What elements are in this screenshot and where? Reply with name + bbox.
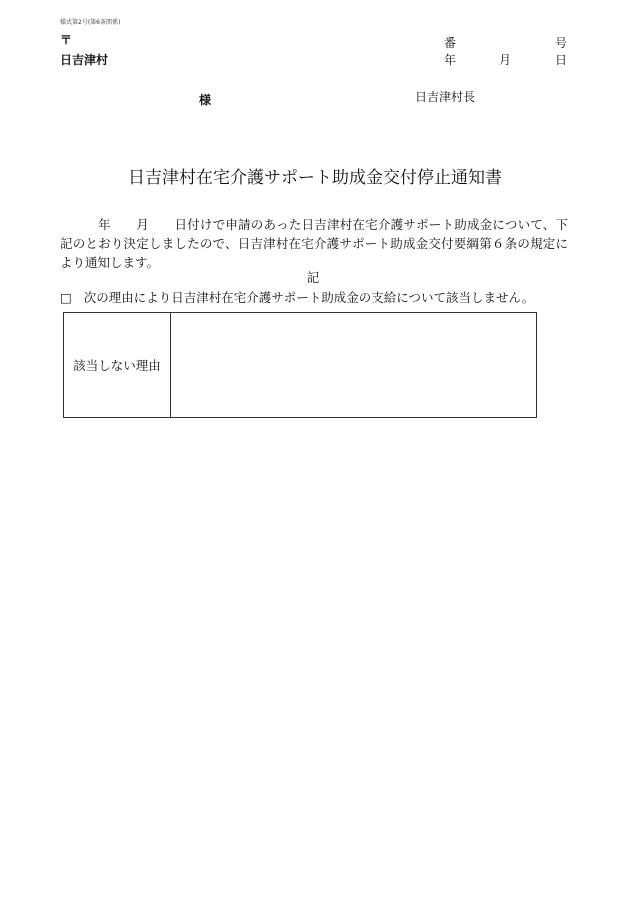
postal-mark: 〒 bbox=[60, 33, 73, 47]
checkbox-text: 次の理由により日吉津村在宅介護サポート助成金の支給について該当しません。 bbox=[83, 290, 535, 305]
reason-table bbox=[63, 312, 537, 418]
honorific: 様 bbox=[199, 93, 212, 107]
date-month: 月 bbox=[499, 53, 512, 67]
body-paragraph: 年 月 日付けで申請のあった日吉津村在宅介護サポート助成金について、下記のとおり決定しましたので、日吉津村在宅介護サポート助成金交付要綱第６条の規定により通知します。 bbox=[60, 217, 568, 270]
form-number: 様式第2号(第6条関係) bbox=[60, 19, 121, 26]
checkbox[interactable]: □ bbox=[60, 290, 72, 305]
checkbox-line bbox=[60, 292, 534, 305]
number-suffix: 号 bbox=[555, 36, 568, 50]
date-day: 日 bbox=[555, 53, 568, 67]
recipient-org: 日吉津村 bbox=[60, 53, 109, 67]
sender: 日吉津村長 bbox=[415, 90, 476, 104]
date-year: 年 bbox=[444, 53, 457, 67]
number-label: 番 bbox=[444, 36, 457, 50]
ki-heading: 記 bbox=[306, 270, 320, 285]
reason-label: 該当しない理由 bbox=[64, 313, 171, 418]
document-title: 日吉津村在宅介護サポート助成金交付停止通知書 bbox=[128, 168, 502, 188]
reason-value[interactable] bbox=[171, 313, 537, 418]
